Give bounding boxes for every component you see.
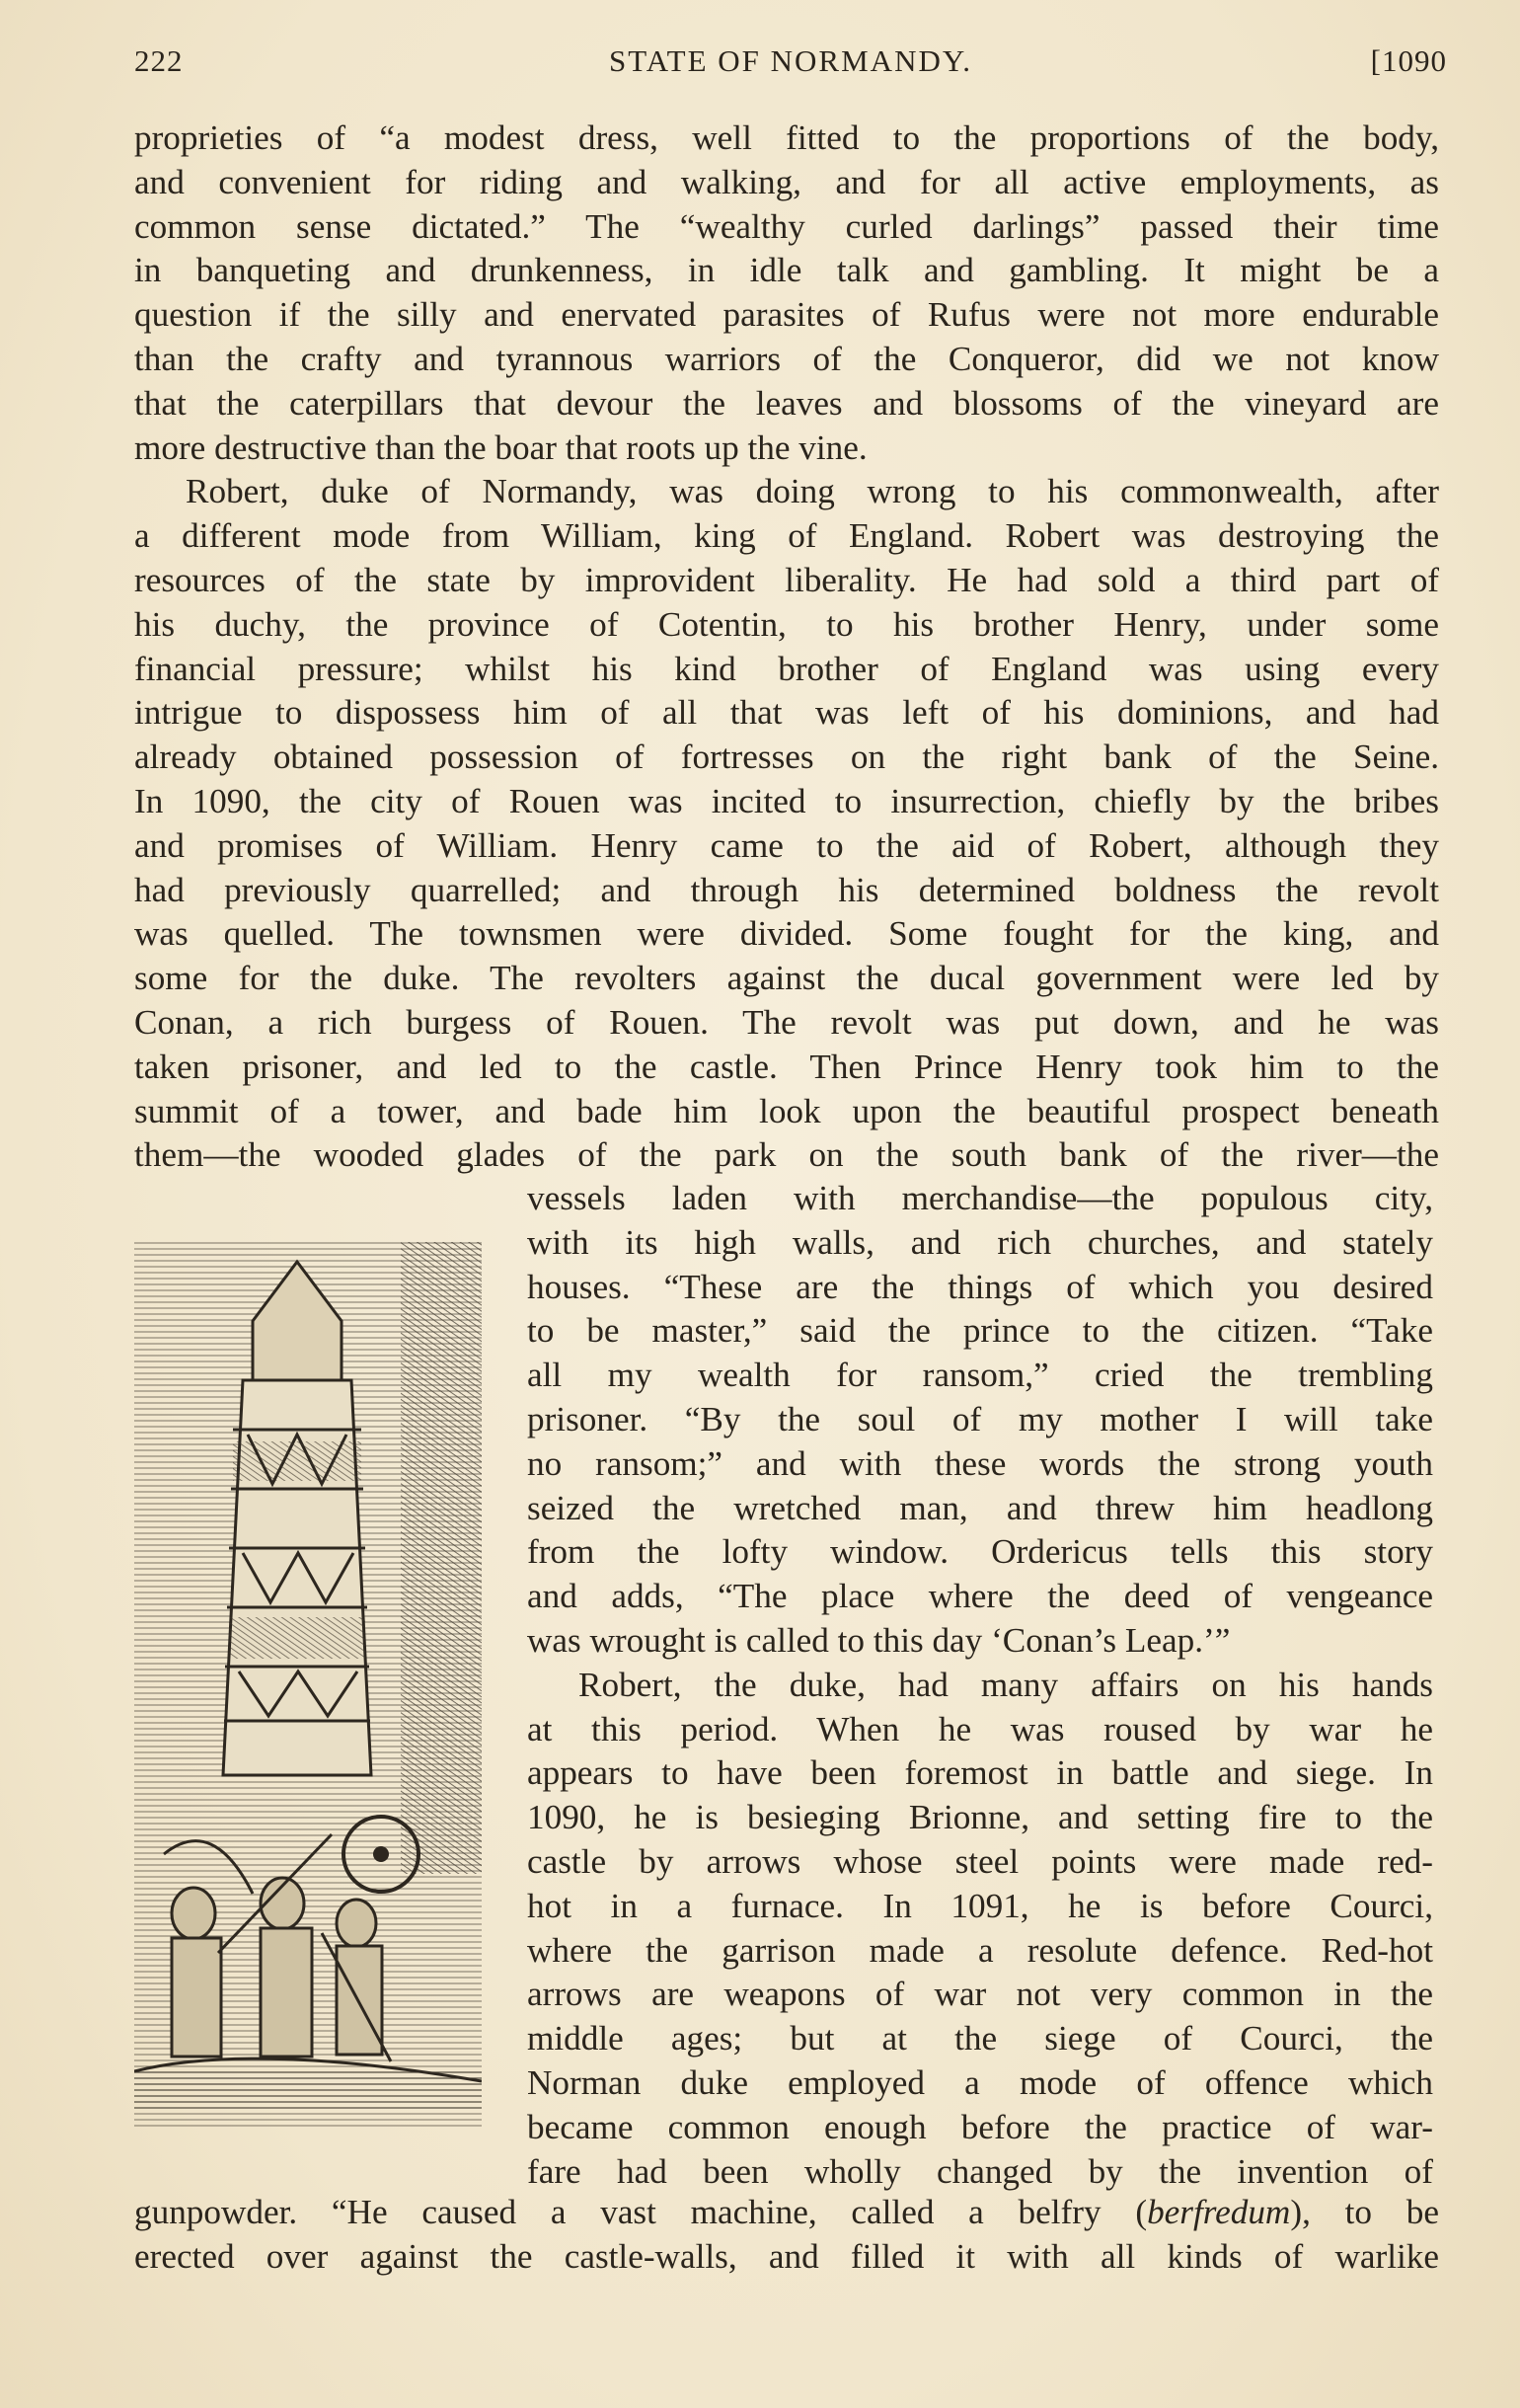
text-line: In 1090, the city of Rouen was incited to insurrection, chiefly by the bribes xyxy=(134,781,1439,820)
text-line: that the caterpillars that devour the leaves and blossoms of the vineyard are xyxy=(134,383,1439,423)
text-line: no ransom;” and with these words the strong youth xyxy=(527,1443,1433,1483)
text-line: financial pressure; whilst his kind brother of England was using every xyxy=(134,649,1439,688)
text-line: appears to have been foremost in battle and siege. In xyxy=(527,1753,1433,1793)
text-line: middle ages; but at the siege of Courci, the xyxy=(527,2019,1433,2058)
text-line: prisoner. “By the soul of my mother I will take xyxy=(527,1399,1433,1438)
siege-tower-icon xyxy=(134,1222,482,2131)
text-line: them—the wooded glades of the park on the south bank of the river—the xyxy=(134,1135,1439,1175)
text-line: a different mode from William, king of England. Robert was destroying the xyxy=(134,516,1439,556)
text-line: Robert, duke of Normandy, was doing wrong to his commonwealth, after xyxy=(186,472,1439,511)
text-line: erected over against the castle-walls, and filled it with all kinds of warlike xyxy=(134,2236,1439,2276)
siege-tower-illustration xyxy=(134,1222,482,2131)
text-line: castle by arrows whose steel points were made red- xyxy=(527,1841,1433,1881)
text-line: common sense dictated.” The “wealthy curled darlings” passed their time xyxy=(134,206,1439,246)
text-line: Robert, the duke, had many affairs on his hands xyxy=(578,1665,1433,1704)
text-line: where the garrison made a resolute defence. Red-hot xyxy=(527,1930,1433,1970)
text-line: vessels laden with merchandise—the populous city, xyxy=(527,1179,1433,1217)
text-line: and adds, “The place where the deed of vengeance xyxy=(527,1577,1433,1616)
text-line: in banqueting and drunkenness, in idle talk and gambling. It might be a xyxy=(134,251,1439,290)
text-line: to be master,” said the prince to the citizen. “Take xyxy=(527,1311,1433,1351)
text-line: and convenient for riding and walking, and for all active employments, as xyxy=(134,162,1439,201)
text-line: resources of the state by improvident liberality. He had sold a third part of xyxy=(134,560,1439,599)
text-line: became common enough before the practice of war- xyxy=(527,2107,1433,2146)
text-line: arrows are weapons of war not very common in the xyxy=(527,1975,1433,2014)
text-line: Norman duke employed a mode of offence which xyxy=(527,2062,1433,2102)
body-text-bottom xyxy=(134,2191,1439,2280)
text-line: was wrought is called to this day ‘Conan’s Leap.’” xyxy=(527,1620,1231,1660)
text-line: with its high walls, and rich churches, and stately xyxy=(527,1222,1433,1262)
text-line: from the lofty window. Ordericus tells this story xyxy=(527,1532,1433,1572)
text-line: had previously quarrelled; and through his determined boldness the revolt xyxy=(134,870,1439,909)
text-line: houses. “These are the things of which you desired xyxy=(527,1267,1433,1306)
text-line: some for the duke. The revolters against the ducal government were led by xyxy=(134,959,1439,998)
text-line: Conan, a rich burgess of Rouen. The revolt was put down, and he was xyxy=(134,1002,1439,1042)
running-head xyxy=(134,43,1447,87)
text-line: and promises of William. Henry came to the aid of Robert, although they xyxy=(134,825,1439,865)
text-line: hot in a furnace. In 1091, he is before Courci, xyxy=(527,1886,1433,1925)
text-line: seized the wretched man, and threw him headlong xyxy=(527,1488,1433,1527)
text-line: all my wealth for ransom,” cried the trembling xyxy=(527,1356,1433,1395)
text-line: intrigue to dispossess him of all that was left of his dominions, and had xyxy=(134,693,1439,733)
text-line: was quelled. The townsmen were divided. Some fought for the king, and xyxy=(134,914,1439,954)
text-line: at this period. When he was roused by war he xyxy=(527,1709,1433,1748)
text-line: question if the silly and enervated parasites of Rufus were not more endurable xyxy=(134,295,1439,335)
text-line: gunpowder. “He caused a vast machine, called a belfry (berfredum), to be xyxy=(134,2193,1439,2231)
text-line: fare had been wholly changed by the invention of xyxy=(527,2151,1433,2191)
text-line: summit of a tower, and bade him look upon the beautiful prospect beneath xyxy=(134,1091,1439,1130)
text-line: his duchy, the province of Cotentin, to his brother Henry, under some xyxy=(134,604,1439,644)
text-line: than the crafty and tyrannous warriors of the Conqueror, did we not know xyxy=(134,339,1439,378)
page-number: 222 xyxy=(134,43,184,78)
text-line: taken prisoner, and led to the castle. Then Prince Henry took him to the xyxy=(134,1047,1439,1086)
text-line: already obtained possession of fortresses on the right bank of the Seine. xyxy=(134,738,1439,777)
running-year: [1090 xyxy=(1370,43,1447,78)
body-text-wrap xyxy=(527,1177,1433,2194)
body-text-top xyxy=(134,117,1439,1178)
running-title: STATE OF NORMANDY. xyxy=(609,43,972,78)
text-line: proprieties of “a modest dress, well fitted to the proportions of the body, xyxy=(134,118,1439,157)
text-line: 1090, he is besieging Brionne, and setting fire to the xyxy=(527,1798,1433,1837)
latin-term: berfredum xyxy=(1147,2193,1291,2231)
text-line: more destructive than the boar that roots up the vine. xyxy=(134,427,868,467)
